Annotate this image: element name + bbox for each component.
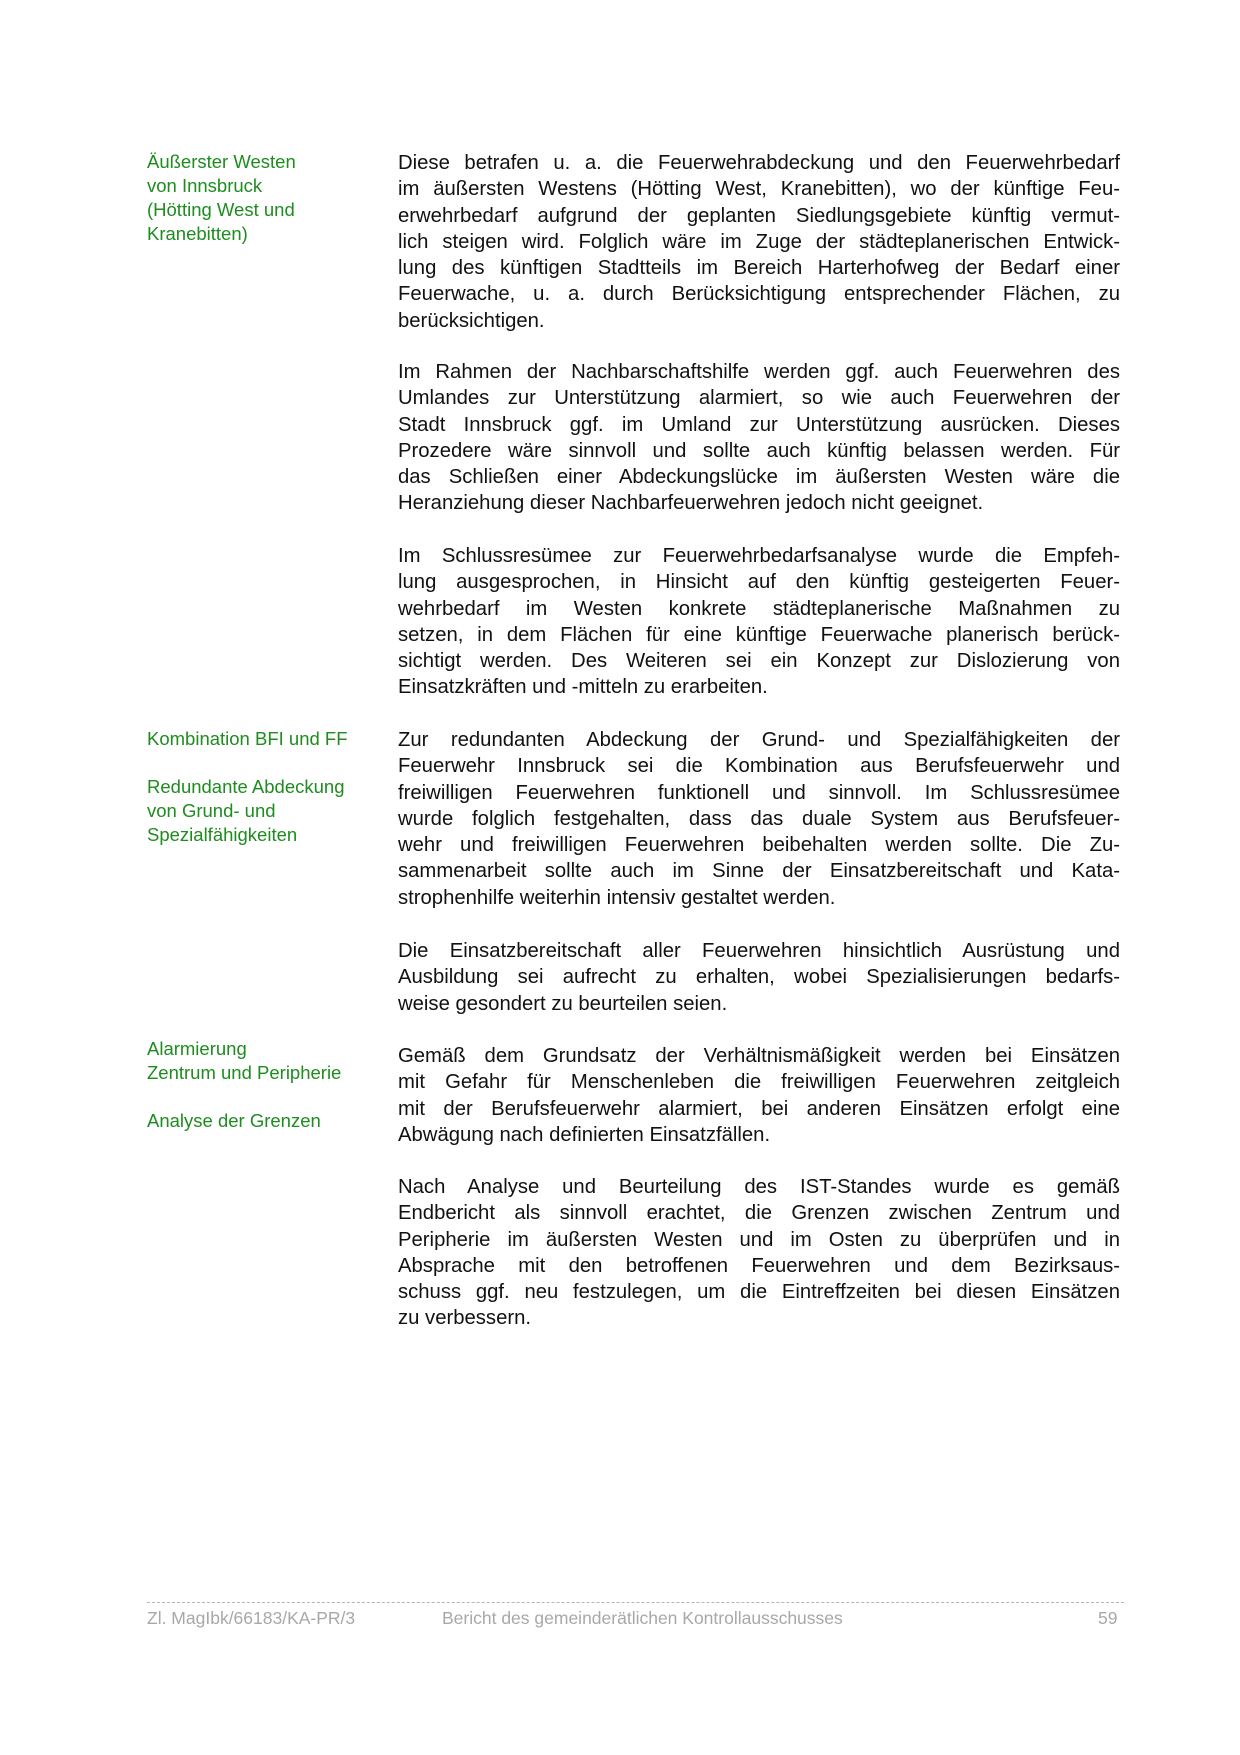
paragraph-line: Prozedere wäre sinnvoll und sollte auch künftig belassen werden. Für <box>398 439 1120 462</box>
paragraph-line: setzen, in dem Flächen für eine künftige Feuerwache planerisch berück- <box>398 623 1120 646</box>
paragraph-line: zu verbessern. <box>398 1307 532 1330</box>
paragraph-line: lung des künftigen Stadtteils im Bereich Harterhofweg der Bedarf einer <box>398 257 1120 280</box>
margin-heading-line <box>147 1085 387 1109</box>
body-paragraph <box>398 727 1120 911</box>
footer-page-number: 59 <box>1098 1608 1118 1628</box>
margin-heading-line: Kombination BFI und FF <box>147 728 348 749</box>
margin-heading-line <box>147 751 387 775</box>
paragraph-line: wurde folglich festgehalten, dass das duale System aus Berufsfeuer- <box>398 807 1120 830</box>
body-paragraph <box>398 543 1120 701</box>
paragraph-line: Abwägung nach definierten Einsatzfällen. <box>398 1123 771 1146</box>
margin-heading-line: von Innsbruck <box>147 175 263 196</box>
paragraph-line: schuss ggf. neu festzulegen, um die Eintreffzeiten bei diesen Einsätzen <box>398 1281 1120 1304</box>
paragraph-line: das Schließen einer Abdeckungslücke im äußersten Westen wäre die <box>398 466 1120 489</box>
footer-divider <box>147 1602 1124 1603</box>
paragraph-line: erwehrbedarf aufgrund der geplanten Siedlungsgebiete künftig vermut- <box>398 204 1120 227</box>
margin-heading-line: Alarmierung <box>147 1038 247 1059</box>
paragraph-line: weise gesondert zu beurteilen seien. <box>398 992 728 1015</box>
paragraph-line: Peripherie im äußersten Westen und im Osten zu überprüfen und in <box>398 1228 1120 1251</box>
footer-reference: Zl. MagIbk/66183/KA-PR/3 <box>147 1608 356 1628</box>
margin-heading-line: (Hötting West und <box>147 199 295 220</box>
paragraph-line: mit Gefahr für Menschenleben die freiwilligen Feuerwehren zeitgleich <box>398 1071 1120 1094</box>
paragraph-line: Im Schlussresümee zur Feuerwehrbedarfsanalyse wurde die Empfeh- <box>398 545 1120 567</box>
paragraph-line: Absprache mit den betroffenen Feuerwehren und dem Bezirksaus- <box>398 1254 1120 1277</box>
paragraph-line: Zur redundanten Abdeckung der Grund- und Spezialfähigkeiten der <box>398 729 1120 751</box>
margin-heading-line: Kranebitten) <box>147 223 248 244</box>
paragraph-line: sammenarbeit sollte auch im Sinne der Einsatzbereitschaft und Kata- <box>398 860 1120 883</box>
paragraph-line: Heranziehung dieser Nachbarfeuerwehren jedoch nicht geeignet. <box>398 492 984 515</box>
paragraph-line: berücksichtigen. <box>398 309 545 332</box>
paragraph-line: Endbericht als sinnvoll erachtet, die Grenzen zwischen Zentrum und <box>398 1202 1120 1225</box>
footer-title: Bericht des gemeinderätlichen Kontrollausschusses <box>442 1608 843 1628</box>
body-paragraph <box>398 1174 1120 1332</box>
margin-heading-line: Spezialfähigkeiten <box>147 824 298 845</box>
paragraph-line: Einsatzkräften und -mitteln zu erarbeiten. <box>398 676 768 699</box>
margin-heading <box>147 1037 387 1133</box>
paragraph-line: sichtigt werden. Des Weiteren sei ein Konzept zur Dislozierung von <box>398 650 1120 673</box>
body-paragraph <box>398 938 1120 1017</box>
paragraph-line: Gemäß dem Grundsatz der Verhältnismäßigkeit werden bei Einsätzen <box>398 1045 1120 1067</box>
body-paragraph <box>398 1043 1120 1148</box>
paragraph-line: Ausbildung sei aufrecht zu erhalten, wobei Spezialisierungen bedarfs- <box>398 966 1120 989</box>
paragraph-line: Feuerwehr Innsbruck sei die Kombination aus Berufsfeuerwehr und <box>398 755 1120 778</box>
paragraph-line: Nach Analyse und Beurteilung des IST-Standes wurde es gemäß <box>398 1176 1120 1198</box>
body-paragraph <box>398 359 1120 517</box>
paragraph-line: Diese betrafen u. a. die Feuerwehrabdeckung und den Feuerwehrbedarf <box>398 152 1120 174</box>
paragraph-line: Im Rahmen der Nachbarschaftshilfe werden ggf. auch Feuerwehren des <box>398 361 1120 383</box>
margin-heading-line: Redundante Abdeckung <box>147 776 345 797</box>
paragraph-line: mit der Berufsfeuerwehr alarmiert, bei anderen Einsätzen erfolgt eine <box>398 1097 1120 1120</box>
paragraph-line: Stadt Innsbruck ggf. im Umland zur Unterstützung ausrücken. Dieses <box>398 413 1120 436</box>
paragraph-line: Umlandes zur Unterstützung alarmiert, so wie auch Feuerwehren der <box>398 387 1120 410</box>
paragraph-line: wehr und freiwilligen Feuerwehren beibehalten werden sollte. Die Zu- <box>398 834 1120 857</box>
margin-heading <box>147 150 387 246</box>
paragraph-line: lung ausgesprochen, in Hinsicht auf den künftig gesteigerten Feuer- <box>398 571 1120 594</box>
paragraph-line: wehrbedarf im Westen konkrete städteplanerische Maßnahmen zu <box>398 597 1120 620</box>
body-paragraph <box>398 150 1120 334</box>
paragraph-line: strophenhilfe weiterhin intensiv gestaltet werden. <box>398 886 836 909</box>
margin-heading <box>147 727 387 847</box>
paragraph-line: Die Einsatzbereitschaft aller Feuerwehren hinsichtlich Ausrüstung und <box>398 940 1120 962</box>
margin-heading-line: Analyse der Grenzen <box>147 1110 321 1131</box>
paragraph-line: lich steigen wird. Folglich wäre im Zuge der städteplanerischen Entwick- <box>398 230 1120 253</box>
margin-heading-line: von Grund- und <box>147 800 276 821</box>
paragraph-line: im äußersten Westens (Hötting West, Kranebitten), wo der künftige Feu- <box>398 178 1120 201</box>
paragraph-line: freiwilligen Feuerwehren funktionell und sinnvoll. Im Schlussresümee <box>398 781 1120 804</box>
margin-heading-line: Zentrum und Peripherie <box>147 1062 342 1083</box>
margin-heading-line: Äußerster Westen <box>147 151 296 172</box>
paragraph-line: Feuerwache, u. a. durch Berücksichtigung entsprechender Flächen, zu <box>398 283 1120 306</box>
